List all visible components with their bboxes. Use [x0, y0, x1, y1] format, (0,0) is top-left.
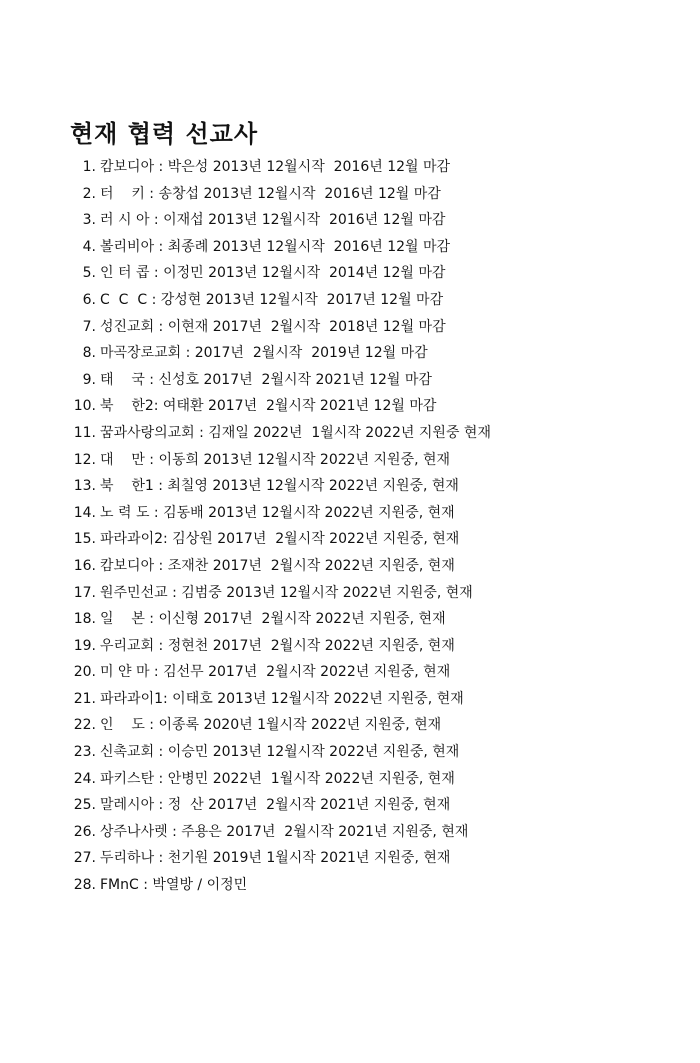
list-item — [70, 606, 491, 633]
item-text: 캄보디아 : 박은성 2013년 12월시작 2016년 12월 마감 — [100, 159, 451, 175]
list-item — [70, 792, 491, 819]
item-number: 2. — [82, 185, 96, 202]
item-text: 노 력 도 : 김동배 2013년 12월시작 2022년 지원중, 현재 — [100, 504, 455, 521]
item-number: 6. — [82, 291, 96, 308]
item-text: FMnC : 박열방 / 이정민 — [100, 877, 248, 894]
item-number: 21. — [73, 690, 96, 707]
item-number: 27. — [73, 850, 96, 867]
item-number: 3. — [82, 212, 96, 229]
item-text: 원주민선교 : 김범중 2013년 12월시작 2022년 지원중, 현재 — [100, 584, 473, 601]
list-item — [70, 154, 491, 181]
list-item — [70, 819, 491, 846]
item-number: 14. — [73, 504, 96, 521]
item-text: C C C : 강성현 2013년 12월시작 2017년 12월 마감 — [100, 291, 444, 308]
item-text: 캄보디아 : 조재찬 2017년 2월시작 2022년 지원중, 현재 — [100, 557, 455, 574]
list-item — [70, 712, 491, 739]
item-text: 인 도 : 이종록 2020년 1월시작 2022년 지원중, 현재 — [100, 717, 442, 734]
list-item — [70, 526, 491, 553]
item-number: 11. — [73, 424, 96, 441]
item-number: 4. — [82, 238, 96, 255]
item-number: 25. — [73, 797, 96, 814]
item-text: 파키스탄 : 안병민 2022년 1월시작 2022년 지원중, 현재 — [100, 770, 455, 787]
list-item — [70, 367, 491, 394]
item-number: 20. — [73, 664, 96, 681]
list-item — [70, 314, 491, 341]
item-text: 대 만 : 이동희 2013년 12월시작 2022년 지원중, 현재 — [100, 451, 451, 468]
item-number: 22. — [73, 717, 96, 734]
item-number: 16. — [73, 557, 96, 574]
item-text: 성진교회 : 이현재 2017년 2월시작 2018년 12월 마감 — [100, 318, 446, 335]
list-item — [70, 766, 491, 793]
item-number: 28. — [73, 877, 96, 894]
item-text: 인 터 콥 : 이정민 2013년 12월시작 2014년 12월 마감 — [100, 265, 446, 282]
item-text: 터 키 : 송창섭 2013년 12월시작 2016년 12월 마감 — [100, 185, 441, 202]
item-number: 24. — [73, 770, 96, 787]
item-text: 말레시아 : 정 산 2017년 2월시작 2021년 지원중, 현재 — [100, 797, 451, 814]
item-text: 우리교회 : 정현천 2017년 2월시작 2022년 지원중, 현재 — [100, 637, 455, 654]
item-number: 12. — [73, 451, 96, 468]
item-number: 8. — [82, 345, 96, 362]
list-item — [70, 420, 491, 447]
item-text: 태 국 : 신성호 2017년 2월시작 2021년 12월 마감 — [100, 371, 432, 388]
item-number: 7. — [82, 318, 96, 335]
item-text: 북 한2: 여태환 2017년 2월시작 2021년 12월 마감 — [100, 398, 437, 415]
item-number: 1. — [82, 159, 96, 175]
list-item — [70, 447, 491, 474]
item-number: 26. — [73, 823, 96, 840]
list-item — [70, 633, 491, 660]
item-text: 미 얀 마 : 김선무 2017년 2월시작 2022년 지원중, 현재 — [100, 664, 451, 681]
item-number: 17. — [73, 584, 96, 601]
item-text: 상주나사렛 : 주용은 2017년 2월시작 2021년 지원중, 현재 — [100, 823, 469, 840]
document-title: 현재 협력 선교사 — [70, 120, 258, 148]
item-number: 23. — [73, 744, 96, 761]
item-number: 13. — [73, 478, 96, 495]
list-item — [70, 500, 491, 527]
item-number: 9. — [82, 371, 96, 388]
list-item — [70, 872, 491, 899]
list-item — [70, 473, 491, 500]
item-text: 신촉교회 : 이승민 2013년 12월시작 2022년 지원중, 현재 — [100, 744, 460, 761]
item-text: 파라과이1: 이태호 2013년 12월시작 2022년 지원중, 현재 — [100, 690, 464, 707]
item-text: 두리하나 : 천기원 2019년 1월시작 2021년 지원중, 현재 — [100, 850, 451, 867]
item-number: 10. — [73, 398, 96, 415]
item-text: 볼리비아 : 최종례 2013년 12월시작 2016년 12월 마감 — [100, 238, 451, 255]
item-number: 19. — [73, 637, 96, 654]
list-item — [70, 287, 491, 314]
list-item — [70, 181, 491, 208]
list-item — [70, 553, 491, 580]
item-text: 마곡장로교회 : 2017년 2월시작 2019년 12월 마감 — [100, 345, 428, 362]
list-item — [70, 260, 491, 287]
item-text: 일 본 : 이신형 2017년 2월시작 2022년 지원중, 현재 — [100, 611, 446, 628]
item-text: 북 한1 : 최칠영 2013년 12월시작 2022년 지원중, 현재 — [100, 478, 459, 495]
item-number: 15. — [73, 531, 96, 548]
list-item — [70, 340, 491, 367]
item-text: 파라과이2: 김상원 2017년 2월시작 2022년 지원중, 현재 — [100, 531, 460, 548]
list-item — [70, 659, 491, 686]
list-item — [70, 234, 491, 261]
list-item — [70, 739, 491, 766]
item-number: 5. — [82, 265, 96, 282]
item-text: 꿈과사랑의교회 : 김재일 2022년 1월시작 2022년 지원중 현재 — [100, 424, 491, 441]
item-number: 18. — [73, 611, 96, 628]
item-text: 러 시 아 : 이재섭 2013년 12월시작 2016년 12월 마감 — [100, 212, 446, 229]
list-item — [70, 207, 491, 234]
list-item — [70, 393, 491, 420]
list-item — [70, 845, 491, 872]
list-item — [70, 686, 491, 713]
missionary-list — [70, 154, 491, 899]
list-item — [70, 580, 491, 607]
